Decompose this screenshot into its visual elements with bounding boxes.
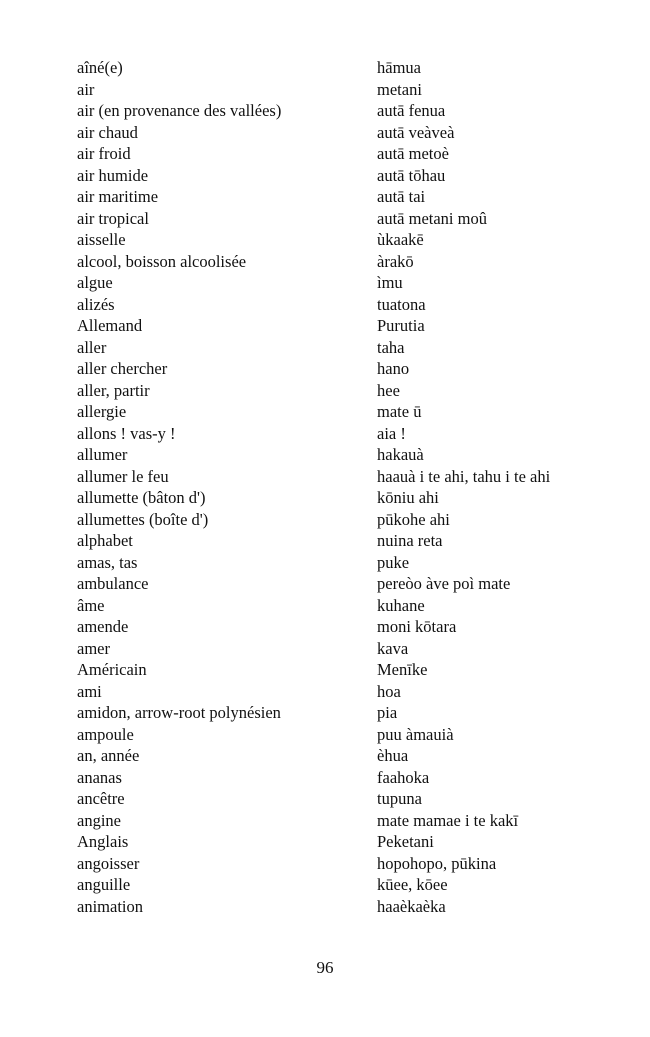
translation-term: kuhane [377,595,425,615]
translation-term: tuatona [377,294,426,314]
entry-row [77,401,597,423]
french-term: animation [77,896,143,916]
french-term: algue [77,273,113,292]
french-term: amer [77,638,110,658]
french-term: angoisser [77,853,140,873]
entry-row [77,810,597,832]
translation-term: hoa [377,681,401,701]
translation-term: puu àmauià [377,724,454,744]
translation-term: haaèkaèka [377,896,446,916]
translation-term: autā metani moû [377,208,487,228]
french-term: allumettes (boîte d') [77,509,209,529]
entry-row [77,165,597,187]
entry-row [77,79,597,101]
entry-row [77,487,597,509]
entry-row [77,57,597,79]
entry-row [77,251,597,273]
french-term: aisselle [77,230,126,249]
translation-term: kava [377,638,409,658]
entry-row [77,122,597,144]
translation-term: mate ū [377,402,422,421]
french-term: air chaud [77,122,138,142]
french-term: anguille [77,875,131,894]
entry-row [77,337,597,359]
entry-row [77,208,597,230]
entry-row [77,315,597,337]
entry-row [77,466,597,488]
translation-term: faahoka [377,767,430,787]
translation-term: pia [377,703,398,722]
french-term: ananas [77,767,122,787]
translation-term: hano [377,359,410,378]
entry-row [77,745,597,767]
entry-row [77,831,597,853]
entry-row [77,530,597,552]
entry-row [77,853,597,875]
entry-row [77,767,597,789]
french-term: ami [77,681,102,701]
french-term: allumette (bâton d') [77,488,206,507]
french-term: alphabet [77,531,133,550]
french-term: ampoule [77,724,134,744]
translation-term: autā tai [377,187,426,206]
french-term: allumer le feu [77,466,169,486]
entry-row [77,100,597,122]
french-term: aller chercher [77,359,168,378]
entry-row [77,874,597,896]
entry-row [77,595,597,617]
page-number: 96 [316,958,334,977]
french-term: an, année [77,746,140,765]
entry-row [77,681,597,703]
translation-term: èhua [377,746,409,765]
translation-term: kōniu ahi [377,488,439,507]
translation-term: autā tōhau [377,165,446,185]
french-term: air froid [77,144,131,163]
french-term: angine [77,810,121,830]
entry-row [77,788,597,810]
french-term: amas, tas [77,552,138,572]
french-term: allumer [77,445,128,464]
entry-row [77,358,597,380]
french-term: ambulance [77,574,149,593]
entry-row [77,143,597,165]
french-term: Américain [77,660,147,679]
translation-term: kūee, kōee [377,875,448,894]
french-term: allons ! vas-y ! [77,423,176,443]
entry-row [77,444,597,466]
entry-row [77,272,597,294]
entry-row [77,659,597,681]
entry-list [77,57,597,917]
french-term: air maritime [77,187,159,206]
translation-term: pūkohe ahi [377,509,450,529]
french-term: air humide [77,165,149,185]
translation-term: hopohopo, pūkina [377,853,497,873]
translation-term: haauà i te ahi, tahu i te ahi [377,466,551,486]
entry-row [77,294,597,316]
entry-row [77,638,597,660]
french-term: amende [77,617,129,636]
french-term: aller, partir [77,380,150,400]
translation-term: autā veàveà [377,122,455,142]
translation-term: autā fenua [377,101,446,120]
entry-row [77,702,597,724]
entry-row [77,896,597,918]
translation-term: pereòo àve poì mate [377,574,511,593]
french-term: amidon, arrow-root polynésien [77,703,281,722]
translation-term: ìmu [377,273,403,292]
entry-row [77,509,597,531]
french-term: air tropical [77,208,149,228]
french-term: ancêtre [77,789,125,808]
translation-term: metani [377,79,422,99]
translation-term: moni kōtara [377,617,457,636]
translation-term: ùkaakē [377,230,424,249]
translation-term: Purutia [377,316,425,335]
entry-row [77,724,597,746]
entry-row [77,423,597,445]
translation-term: aia ! [377,423,406,443]
french-term: air [77,79,95,99]
translation-term: hakauà [377,445,424,464]
translation-term: Peketani [377,832,434,851]
translation-term: nuina reta [377,531,443,550]
french-term: aller [77,337,107,357]
entry-row [77,380,597,402]
translation-term: àrakō [377,251,414,271]
french-term: âme [77,595,105,615]
french-term: alizés [77,294,115,314]
french-term: Anglais [77,832,129,851]
translation-term: hee [377,380,400,400]
french-term: allergie [77,402,127,421]
translation-term: tupuna [377,789,422,808]
french-term: Allemand [77,316,143,335]
french-term: alcool, boisson alcoolisée [77,251,247,271]
translation-term: taha [377,337,405,357]
entry-row [77,552,597,574]
translation-term: autā metoè [377,144,449,163]
french-term: air (en provenance des vallées) [77,101,282,120]
french-term: aîné(e) [77,58,123,77]
translation-term: mate mamae i te kakī [377,810,519,830]
entry-row [77,229,597,251]
entry-row [77,573,597,595]
entry-row [77,616,597,638]
translation-term: Menīke [377,660,428,679]
translation-term: hāmua [377,58,421,77]
translation-term: puke [377,552,410,572]
entry-row [77,186,597,208]
